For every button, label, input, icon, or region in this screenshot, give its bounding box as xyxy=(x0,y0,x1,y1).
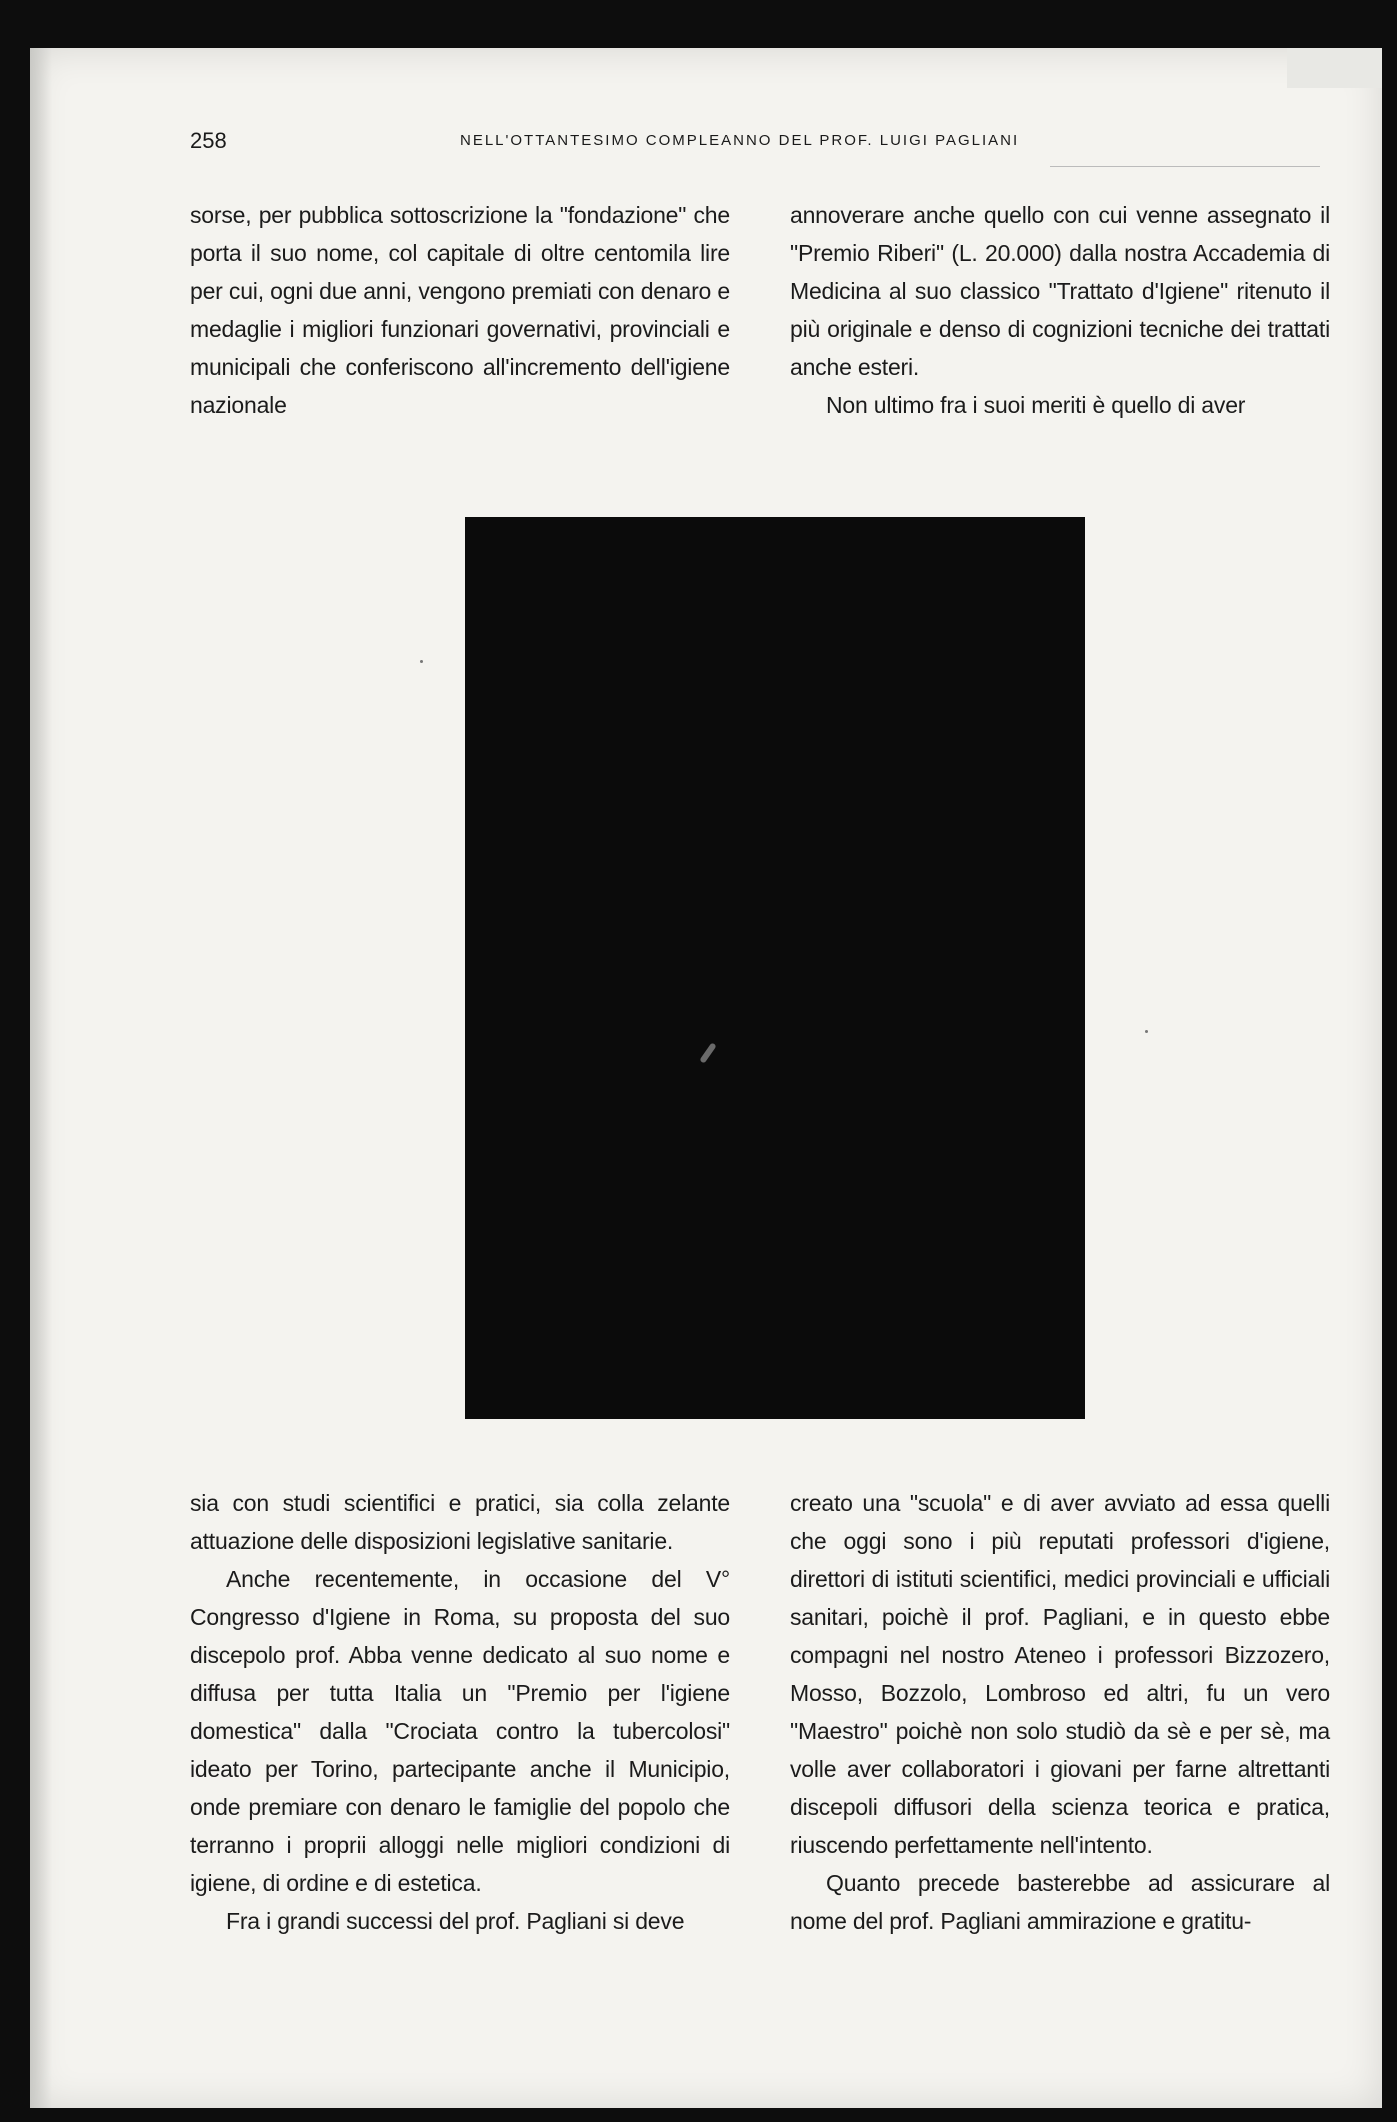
top-right-column xyxy=(790,196,1330,424)
portrait-photo xyxy=(465,517,1085,1419)
paragraph: Quanto precede basterebbe ad assicurare al nome del prof. Pagliani ammirazione e gratitu- xyxy=(790,1870,1330,1934)
running-title: NELL'OTTANTESIMO COMPLEANNO DEL PROF. LUIGI PAGLIANI xyxy=(460,132,1020,149)
page-speck xyxy=(420,660,423,663)
binding-shadow xyxy=(30,48,52,2108)
paragraph: Anche recentemente, in occasione del V° Congresso d'Igiene in Roma, su proposta del suo discepolo prof. Abba venne dedicato al suo nome e diffusa per tutta Italia un "Premio per l'igiene domestica" dalla "Crociata contro la tubercolosi" ideato per Torino, partecipante anche il Municipio, onde premiare con denaro le famiglie del popolo che terranno i proprii alloggi nelle migliori condizioni di igiene, di ordine e di estetica. xyxy=(190,1566,730,1896)
paragraph: Fra i grandi successi del prof. Pagliani si deve xyxy=(226,1908,685,1934)
paragraph: sia con studi scientifici e pratici, sia colla zelante attuazione delle disposizioni legislative sanitarie. xyxy=(190,1490,730,1554)
paragraph: annoverare anche quello con cui venne assegnato il "Premio Riberi" (L. 20.000) dalla nostra Accademia di Medicina al suo classico "Trattato d'Igiene" ritenuto il più originale e denso di cognizioni tecniche dei trattati anche esteri. xyxy=(790,202,1330,380)
page-speck xyxy=(1145,1030,1148,1033)
bottom-left-column xyxy=(190,1484,730,1940)
paragraph: creato una "scuola" e di aver avviato ad essa quelli che oggi sono i più reputati professori d'igiene, direttori di istituti scientifici, medici provinciali e ufficiali sanitari, poichè il prof. Pagliani, e in questo ebbe compagni nel nostro Ateneo i professori Bizzozero, Mosso, Bozzolo, Lombroso ed altri, fu un vero "Maestro" poichè non solo studiò da sè e per sè, ma volle aver collaboratori i giovani per farne altrettanti discepoli diffusori della scienza teorica e pratica, riuscendo perfettamente nell'intento. xyxy=(790,1490,1330,1858)
top-left-column xyxy=(190,196,730,424)
header-rule xyxy=(1050,166,1320,167)
page-corner xyxy=(1287,48,1382,88)
bottom-right-column xyxy=(790,1484,1330,1940)
paragraph: Non ultimo fra i suoi meriti è quello di aver xyxy=(826,392,1246,418)
page-number: 258 xyxy=(190,128,227,153)
paragraph: sorse, per pubblica sottoscrizione la "fondazione" che porta il suo nome, col capitale di oltre centomila lire per cui, ogni due anni, vengono premiati con denaro e medaglie i migliori funzionari governativi, provinciali e municipali che conferiscono all'incremento dell'igiene nazionale xyxy=(190,202,730,418)
page-header xyxy=(190,128,1320,168)
photo-highlight xyxy=(699,1042,717,1063)
